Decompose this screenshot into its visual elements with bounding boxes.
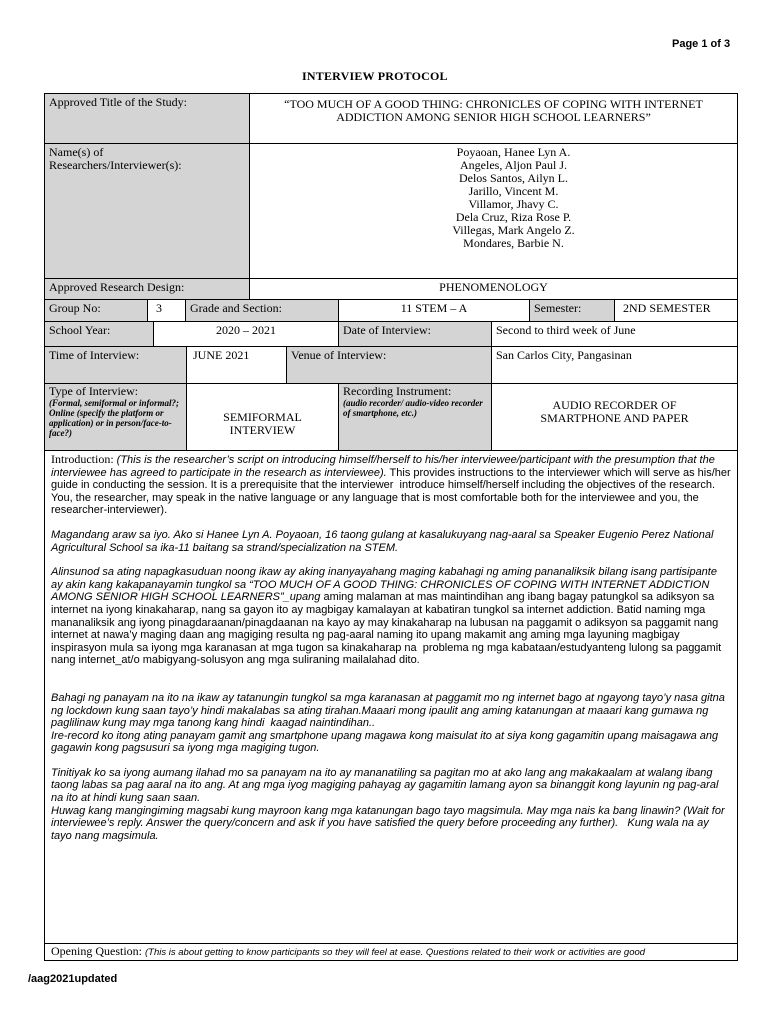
- interview-date-label: Date of Interview:: [338, 321, 492, 347]
- venue-label: Venue of Interview:: [286, 346, 492, 384]
- introduction-greeting: Magandang araw sa iyo. Ako si Hanee Lyn A. Poyaoan, 16 taong gulang at kasalukuyang nag-aaral sa Speaker Eugenio Perez National Agricultural School sa ika-11 baitang sa strand/specialization na STEM.: [51, 528, 717, 554]
- researcher-name: Jarillo, Vincent M.: [468, 184, 559, 198]
- recording-hint: (audio recorder/ audio-video recorder of smartphone, etc.): [343, 398, 483, 418]
- introduction-instructions: Introduction: (This is the researcher’s script on introducing himself/herself to his/her interviewee/participant with the presumption that the interviewee has agreed to participate in the research as interviewee). This provides instructions to the interviewer which will serve as his/her guide in conducting the session. It is a prerequisite that the interviewer introduce himself/herself including the objectives of the research. You, the researcher, may speak in the native language or any language that is most comfortable both for the interviewee and you, the researcher-interviewer).: [51, 452, 734, 517]
- group-label: Group No:: [44, 299, 148, 322]
- study-title-label: Approved Title of the Study:: [44, 93, 250, 144]
- grade-label: Grade and Section:: [185, 299, 339, 322]
- introduction-confidentiality: Tinitiyak ko sa iyong aumang ilahad mo sa panayam na ito ay mananatiling sa pagitan mo at ako lang ang makakaalam at walang ibang taong labas sa pag aaral na ito ang. At ang mga iyog magiging pahayag ay gagamitin lamang ayon sa binanggit kong layunin ng pag-aral na ito at hindi kung saan saan. Huwag kang mangingiming magsabi kung mayroon kang mga katanungan bago tayo magsimula. May mga nais ka bang linawin? (Wait for interviewee’s reply. Answer the query/concern and ask if you have satisfied the query before proceeding any further). Kung wala na ay tayo nang magsimula.: [51, 766, 725, 842]
- introduction-procedure: Bahagi ng panayam na ito na ikaw ay tatanungin tungkol sa mga karanasan at paggamit mo ng internet bago at ngayong tayo’y nasa gitna ng lockdown kung saan tayo’y hindi makalabas sa ating tirahan.Maaari mong ipaulit ang aming katanungan at maaari kang gumawa ng paglilinaw kung may mga tanong kang hindi kaagad naintindihan.. Ire-record ko itong ating panayam gamit ang smartphone upang magawa kong maisulat ito at siya kong gagamitin upang maisagawa ang gagawin kong pagsusuri sa iyong mga magiging tugon.: [51, 691, 725, 755]
- opening-question: Opening Question: (This is about getting to know participants so they will feel at ease. Questions related to their work or activities are good: [44, 943, 738, 961]
- venue-value: San Carlos City, Pangasinan: [491, 346, 738, 384]
- time-label: Time of Interview:: [44, 346, 187, 384]
- researcher-name: Angeles, Aljon Paul J.: [460, 158, 567, 172]
- group-value: 3: [147, 299, 186, 322]
- grade-value: 11 STEM – A: [338, 299, 530, 322]
- semester-label: Semester:: [529, 299, 615, 322]
- footer-tag: /aag2021updated: [28, 973, 118, 985]
- interview-type-label: Type of Interview: (Formal, semiformal or informal?; Online (specify the platform or application) or in person/face-to-face?): [44, 383, 187, 451]
- semester-value: 2ND SEMESTER: [614, 299, 738, 322]
- school-year-label: School Year:: [44, 321, 154, 347]
- recording-label: Recording Instrument: (audio recorder/ audio-video recorder of smartphone, etc.): [338, 383, 492, 451]
- researchers-label: Name(s) of Researchers/Interviewer(s):: [44, 143, 250, 279]
- time-value: JUNE 2021: [186, 346, 287, 384]
- researcher-name: Poyaoan, Hanee Lyn A.: [456, 145, 571, 159]
- study-title-value: “TOO MUCH OF A GOOD THING: CHRONICLES OF COPING WITH INTERNET ADDICTION AMONG SENIOR HIGH SCHOOL LEARNERS”: [249, 93, 738, 144]
- researchers-list: [249, 143, 738, 279]
- researcher-name: Mondares, Barbie N.: [463, 236, 564, 250]
- introduction-purpose: Alinsunod sa ating napagkasuduan noong ikaw ay aking inanyayahang maging kabahagi ng aming pananaliksik bilang isang partisipante ay akin kang kakapanayamin tungkol sa “TOO MUCH OF A GOOD THING: CHRONICLES OF COPING WITH INTERNET ADDICTION AMONG SENIOR HIGH SCHOOL LEARNERS”_upang aming malaman at mas maintindihan ang ibang bagay patungkol sa adiksyon sa internet na iyong kinakaharap, nang sa gayon ito ay magbigay kamalayan at kabatiran tungkol sa internet addiction. Batid naming mga mananaliksik ang iyong pinagdaraanan/pinagdaanan na kayo ay may kinakaharap na lubusan na paggamit o adiksyon sa paggamit nang internet at nawa’y maging daan ang magiging resulta ng pag-aaral naming ito upang makamit ang aming mga layuning magbigay inspirasyon mula sa iyong mga karanasan at mga tugon sa kinakaharap na problema ng mga kabataan/estudyanteng lulong sa paggamit nang internet_at/o mabigyang-solusyon ang mga suliraning mailalahad dito.: [51, 566, 725, 667]
- researcher-name: Delos Santos, Ailyn L.: [458, 171, 568, 185]
- interview-type-value: SEMIFORMAL INTERVIEW: [186, 383, 339, 451]
- interview-type-hint: (Formal, semiformal or informal?; Online (specify the platform or application) or in person/face-to-face?): [49, 398, 180, 438]
- researcher-name: Villegas, Mark Angelo Z.: [452, 223, 575, 237]
- design-value: PHENOMENOLOGY: [249, 278, 738, 300]
- page-number: Page 1 of 3: [672, 38, 731, 50]
- researcher-name: Villamor, Jhavy C.: [468, 197, 559, 211]
- opening-question-note: (This is about getting to know participants so they will feel at ease. Questions related to their work or activities are good: [145, 947, 646, 958]
- researcher-name: Dela Cruz, Riza Rose P.: [455, 210, 572, 224]
- school-year-value: 2020 – 2021: [153, 321, 339, 347]
- interview-date-value: Second to third week of June: [491, 321, 738, 347]
- design-label: Approved Research Design:: [44, 278, 250, 300]
- document-title: INTERVIEW PROTOCOL: [302, 69, 448, 83]
- introduction-section: [44, 450, 738, 944]
- recording-value: AUDIO RECORDER OF SMARTPHONE AND PAPER: [491, 383, 738, 451]
